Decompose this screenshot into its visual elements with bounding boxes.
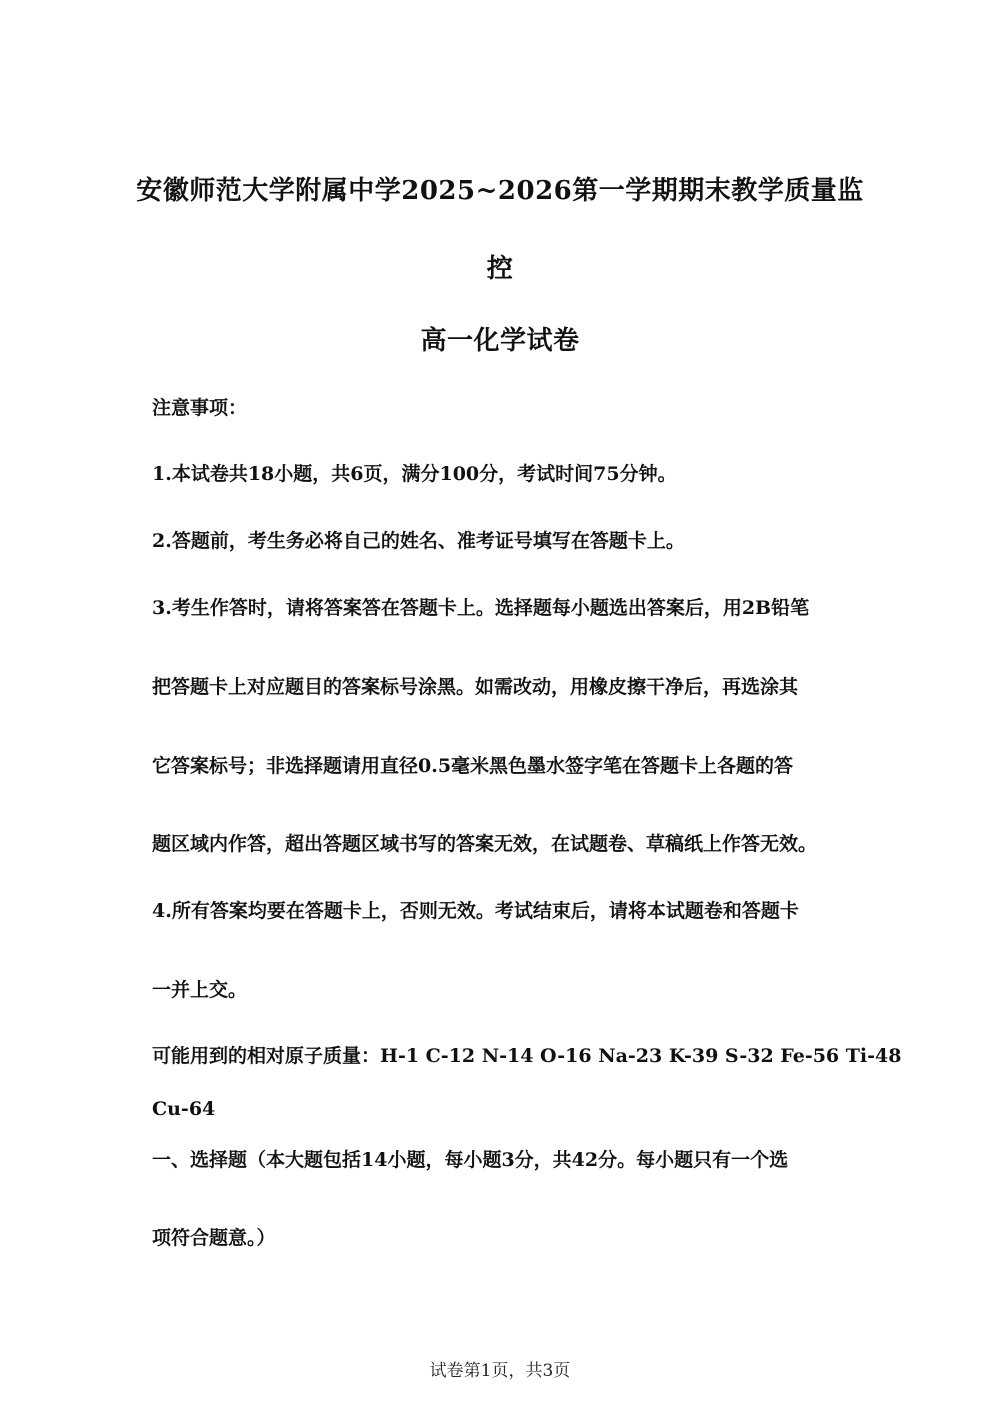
notice-heading: 注意事项： [152, 397, 248, 419]
section-1-heading-line-1: 一、选择题（本大题包括14小题，每小题3分，共42分。每小题只有一个选 [152, 1149, 789, 1171]
notice-item-3-line-1: 3.考生作答时，请将答案答在答题卡上。选择题每小题选出答案后，用2B铅笔 [152, 597, 810, 619]
notice-item-3-line-2: 把答题卡上对应题目的答案标号涂黑。如需改动，用橡皮擦干净后，再选涂其 [152, 676, 799, 698]
notice-item-3-line-3: 它答案标号；非选择题请用直径0.5毫米黑色墨水签字笔在答题卡上各题的答 [152, 755, 794, 777]
exam-title-line-2: 控 [486, 254, 514, 284]
exam-subtitle: 高一化学试卷 [420, 326, 580, 356]
page-footer: 试卷第1页，共3页 [429, 1361, 571, 1381]
notice-item-4-line-2: 一并上交。 [152, 979, 248, 1001]
atomic-mass-line-1: 可能用到的相对原子质量：H-1 C-12 N-14 O-16 Na-23 K-39 S-32 Fe-56 Ti-48 [152, 1045, 902, 1067]
notice-item-2: 2.答题前，考生务必将自己的姓名、准考证号填写在答题卡上。 [152, 530, 685, 552]
atomic-mass-line-2: Cu-64 [152, 1098, 216, 1120]
notice-item-3-line-4: 题区域内作答，超出答题区域书写的答案无效，在试题卷、草稿纸上作答无效。 [152, 833, 818, 855]
notice-item-4-line-1: 4.所有答案均要在答题卡上，否则无效。考试结束后，请将本试题卷和答题卡 [152, 900, 799, 922]
section-1-heading-line-2: 项符合题意。） [152, 1227, 276, 1249]
notice-item-1: 1.本试卷共18小题，共6页，满分100分，考试时间75分钟。 [152, 463, 677, 485]
exam-title-line-1: 安徽师范大学附属中学2025~2026第一学期期末教学质量监 [136, 176, 864, 206]
